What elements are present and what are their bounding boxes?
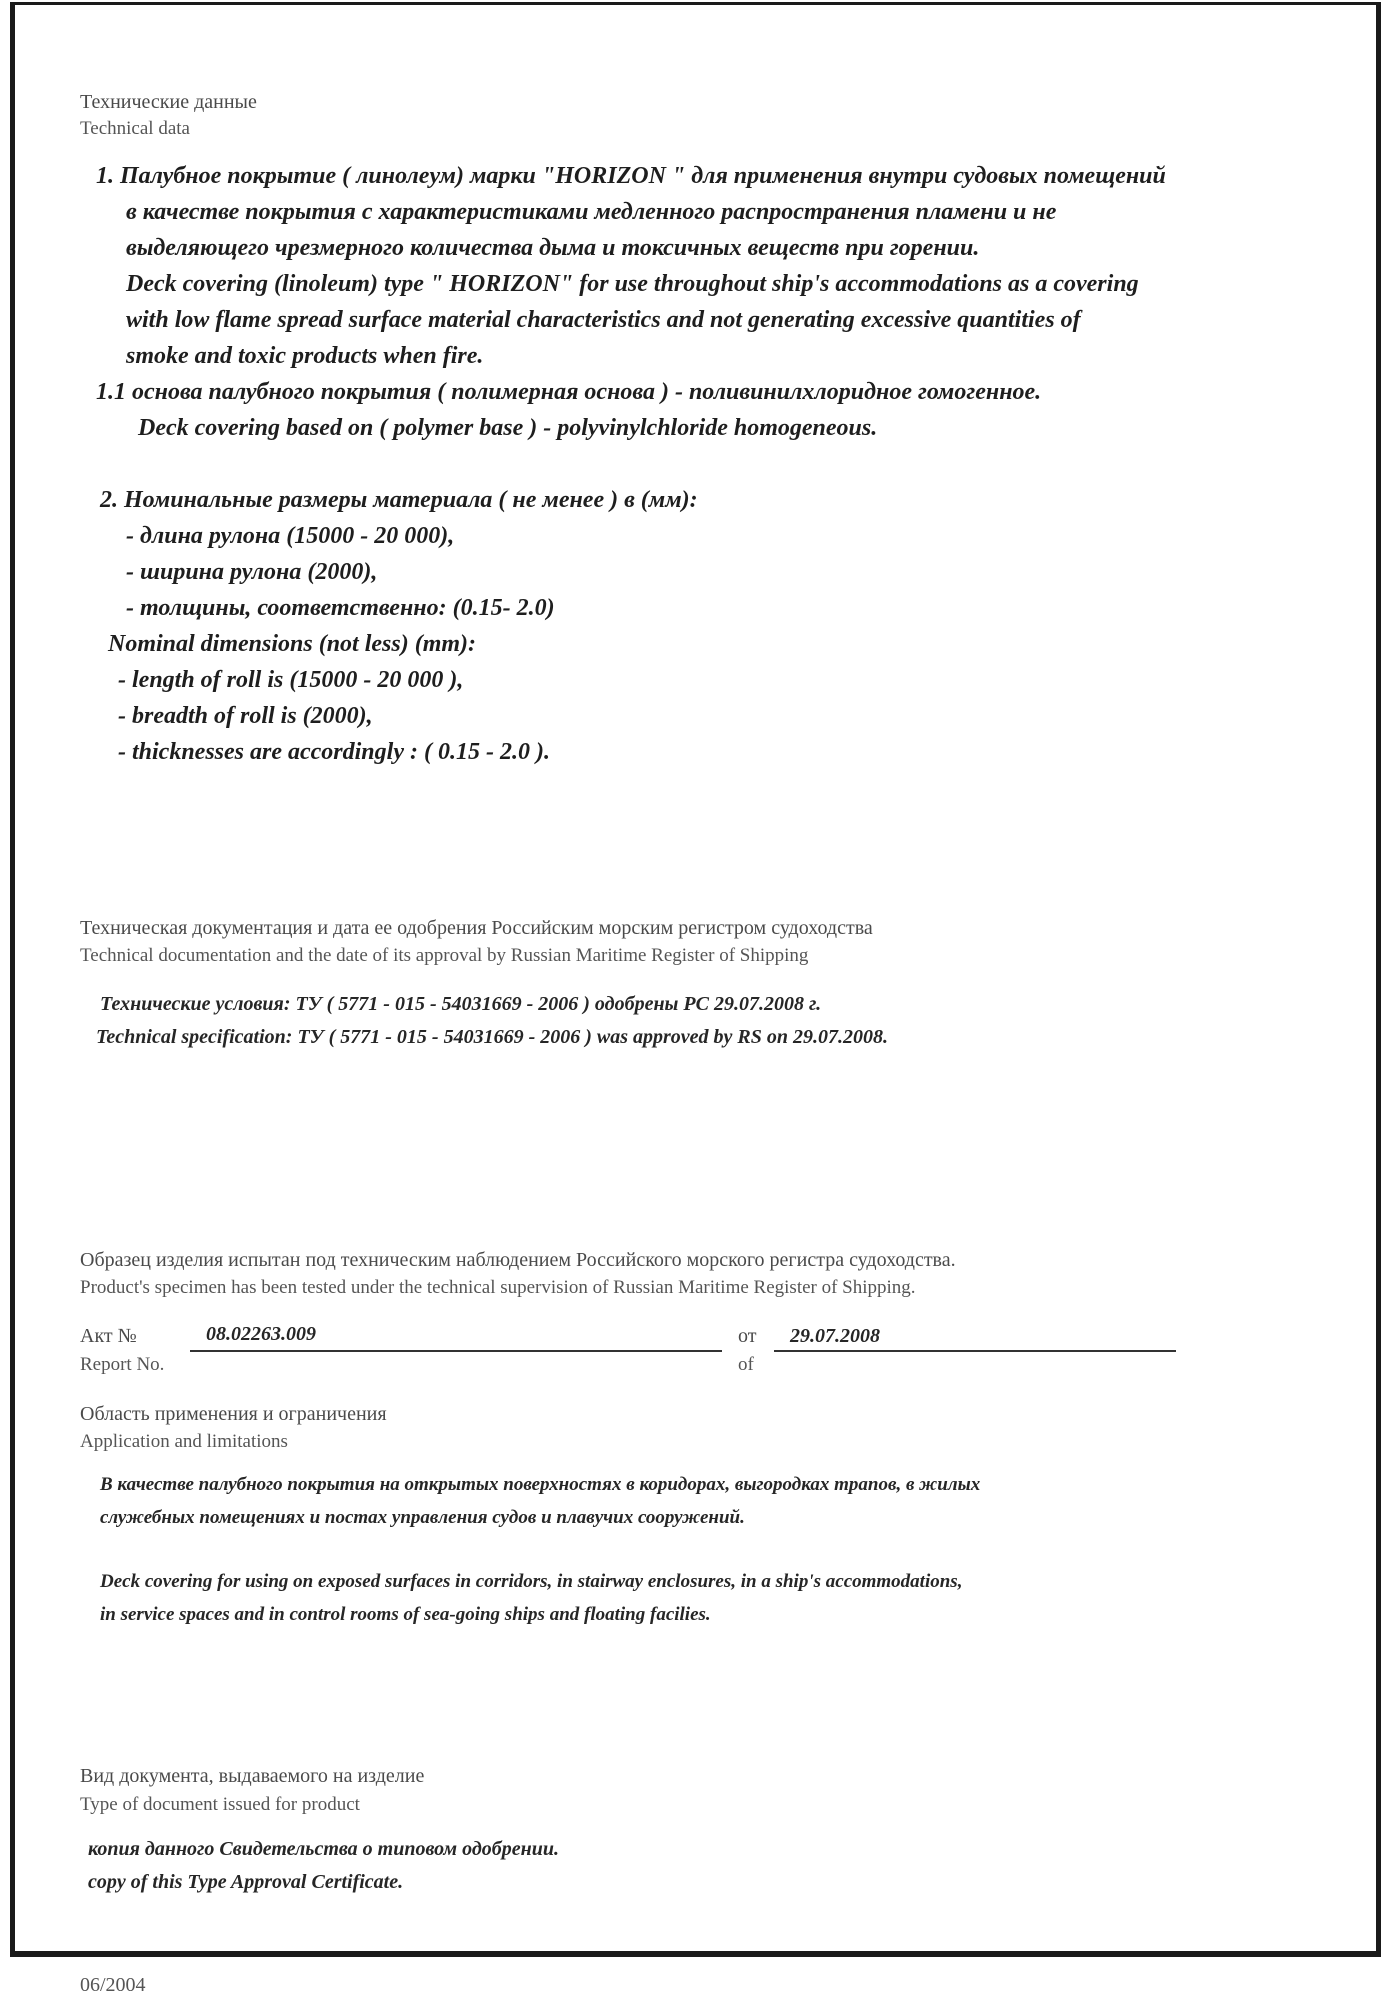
documentation-line-en: Technical specification: ТУ ( 5771 - 015 - 54031669 - 2006 ) was approved by RS on 29.07.2008. — [96, 1026, 889, 1048]
p1-en-line-3: smoke and toxic products when fire. — [126, 343, 484, 369]
tech-data-heading-ru: Технические данные — [80, 91, 257, 113]
document-type-heading-ru: Вид документа, выдаваемого на изделие — [80, 1765, 425, 1787]
specimen-heading-en: Product's specimen has been tested under the technical supervision of Russian Maritime Register of Shipping. — [80, 1277, 916, 1298]
report-number-underline — [190, 1350, 722, 1352]
p1-ru-line-3: выделяющего чрезмерного количества дыма и токсичных веществ при горении. — [126, 235, 980, 261]
p11-en: Deck covering based on ( polymer base ) - polyvinylchloride homogeneous. — [138, 415, 878, 441]
application-heading-ru: Область применения и ограничения — [80, 1403, 387, 1425]
document-type-value-en: copy of this Type Approval Certificate. — [88, 1871, 404, 1893]
specimen-heading-ru: Образец изделия испытан под техническим наблюдением Российского морского регистра судоходства. — [80, 1249, 956, 1271]
p1-en-line-1: Deck covering (linoleum) type " HORIZON" for use throughout ship's accommodations as a covering — [126, 271, 1139, 297]
tech-data-heading-en: Technical data — [80, 118, 190, 139]
report-date-underline — [774, 1350, 1176, 1352]
p2-ru-item-2: - ширина рулона (2000), — [126, 559, 378, 585]
p2-en-title: Nominal dimensions (not less) (mm): — [108, 631, 477, 657]
report-of-label-ru: от — [738, 1325, 757, 1347]
document-type-heading-en: Type of document issued for product — [80, 1794, 360, 1815]
p2-en-item-3: - thicknesses are accordingly : ( 0.15 - 2.0 ). — [118, 739, 550, 765]
application-heading-en: Application and limitations — [80, 1431, 288, 1452]
report-label-en: Report No. — [80, 1354, 165, 1375]
p1-en-line-2: with low flame spread surface material characteristics and not generating excessive quantities of — [126, 307, 1081, 333]
document-type-value-ru: копия данного Свидетельства о типовом одобрении. — [88, 1838, 559, 1860]
p2-ru-title: 2. Номинальные размеры материала ( не менее ) в (мм): — [100, 487, 698, 513]
form-date: 06/2004 — [80, 1974, 146, 1996]
p11-ru: 1.1 основа палубного покрытия ( полимерная основа ) - поливинилхлоридное гомогенное. — [96, 379, 1042, 405]
p2-ru-item-1: - длина рулона (15000 - 20 000), — [126, 523, 455, 549]
report-label-ru: Акт № — [80, 1325, 137, 1347]
application-ru-line-2: служебных помещениях и постах управления судов и плавучих сооружений. — [100, 1507, 745, 1528]
documentation-heading-ru: Техническая документация и дата ее одобрения Российским морским регистром судоходства — [80, 917, 873, 939]
report-number-value: 08.02263.009 — [206, 1323, 316, 1345]
report-date-value: 29.07.2008 — [790, 1325, 880, 1347]
p2-en-item-2: - breadth of roll is (2000), — [118, 703, 373, 729]
p1-ru-line-2: в качестве покрытия с характеристиками медленного распространения пламени и не — [126, 199, 1057, 225]
p2-ru-item-3: - толщины, соответственно: (0.15- 2.0) — [126, 595, 555, 621]
application-ru-line-1: В качестве палубного покрытия на открытых поверхностях в коридорах, выгородках трапов, в жилых — [100, 1474, 981, 1495]
application-en-line-1: Deck covering for using on exposed surfaces in corridors, in stairway enclosures, in a ship's accommodations, — [100, 1571, 963, 1592]
documentation-heading-en: Technical documentation and the date of its approval by Russian Maritime Register of Shipping — [80, 945, 809, 966]
report-of-label-en: of — [738, 1354, 754, 1375]
p1-ru-line-1: 1. Палубное покрытие ( линолеум) марки "HORIZON " для применения внутри судовых помещений — [96, 163, 1166, 189]
p2-en-item-1: - length of roll is (15000 - 20 000 ), — [118, 667, 464, 693]
application-en-line-2: in service spaces and in control rooms of sea-going ships and floating facilies. — [100, 1604, 711, 1625]
documentation-line-ru: Технические условия: ТУ ( 5771 - 015 - 54031669 - 2006 ) одобрены РС 29.07.2008 г. — [100, 993, 822, 1015]
